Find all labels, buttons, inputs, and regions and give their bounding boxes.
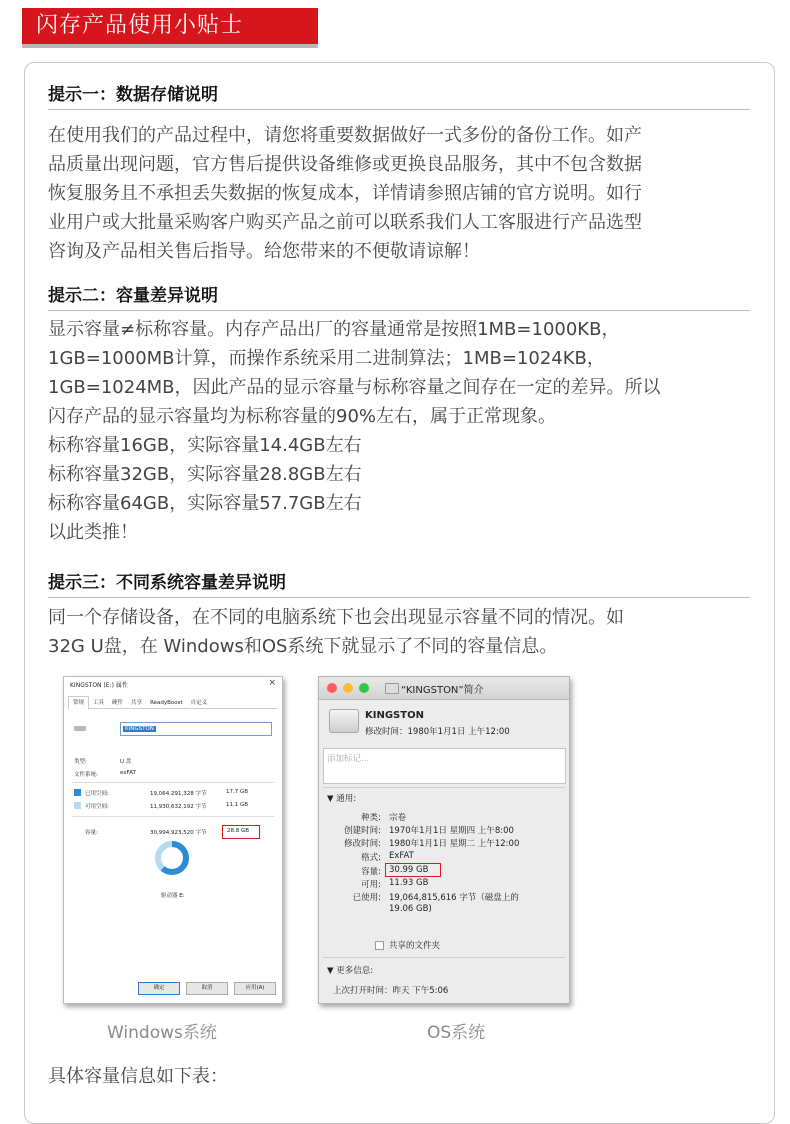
win-divider: [72, 816, 274, 817]
type-value: U 盘: [120, 759, 132, 765]
used-color-swatch: [74, 789, 81, 796]
zoom-window-icon[interactable]: [359, 683, 369, 693]
modified-date: 修改时间：1980年1月1日 上午12:00: [365, 727, 510, 737]
disk-icon: [329, 709, 359, 733]
info-label: 可用:: [361, 880, 381, 890]
windows-caption: Windows系统: [107, 1023, 217, 1043]
capacity-label: 容量:: [85, 830, 98, 836]
tip1-body: [48, 121, 758, 266]
close-window-icon[interactable]: [327, 683, 337, 693]
minimize-window-icon[interactable]: [343, 683, 353, 693]
tab-hardware[interactable]: 硬件: [112, 700, 124, 706]
free-label: 可用空间:: [85, 804, 109, 810]
win-divider: [72, 782, 274, 783]
shared-folder-label: 共享的文件夹: [389, 941, 441, 951]
info-value: 11.93 GB: [389, 878, 429, 888]
free-size: 11.1 GB: [226, 802, 249, 808]
tab-customize[interactable]: 自定义: [190, 700, 208, 706]
win-tab-bar: [68, 696, 278, 709]
info-label: 修改时间:: [344, 839, 381, 849]
tip1-line: 咨询及产品相关售后指导。给您带来的不便敬请谅解！: [48, 241, 480, 262]
info-value: 1980年1月1日 星期二 上午12:00: [389, 839, 520, 849]
tip2-line: 以此类推！: [48, 522, 138, 543]
tip2-divider: [48, 310, 750, 311]
info-label: 格式:: [361, 853, 381, 863]
used-size: 17.7 GB: [226, 789, 249, 795]
capacity-size: 28.8 GB: [227, 828, 250, 834]
tip2-line: 显示容量≠标称容量。内存产品出厂的容量通常是按照1MB=1000KB，: [48, 319, 620, 340]
tags-input[interactable]: [323, 748, 566, 784]
mac-dialog-title: “KINGSTON”简介: [401, 685, 484, 696]
used-label: 已用空间:: [85, 791, 109, 797]
tip1-line: 在使用我们的产品过程中，请您将重要数据做好一式多份的备份工作。如产: [48, 125, 642, 146]
tip3-line: 32G U盘，在 Windows和OS系统下就显示了不同的容量信息。: [48, 636, 558, 657]
tab-general[interactable]: 常规: [68, 696, 89, 710]
info-value: 宗卷: [389, 813, 407, 823]
tip2-title: 提示二：容量差异说明: [48, 286, 218, 306]
info-value: 19,064,815,616 字节（磁盘上的: [389, 893, 519, 903]
info-label: 创建时间:: [344, 826, 381, 836]
tip2-body: [48, 315, 758, 547]
drive-title-icon: [385, 683, 399, 694]
info-value-cont: 19.06 GB): [389, 904, 432, 914]
more-info-label: 更多信息:: [336, 966, 374, 976]
type-label: 类型:: [74, 759, 87, 765]
tip1-title: 提示一：数据存储说明: [48, 85, 218, 105]
win-dialog-title: KINGSTON (E:) 属性: [70, 682, 128, 689]
free-bytes: 11,930,632,192 字节: [150, 804, 207, 810]
mac-titlebar: [319, 677, 569, 700]
fs-label: 文件系统:: [74, 772, 98, 778]
general-section-toggle[interactable]: ▼ 通用:: [327, 794, 357, 804]
tip1-line: 恢复服务且不承担丢失数据的恢复成本，详情请参照店铺的官方说明。如行: [48, 183, 642, 204]
cancel-button[interactable]: 取消: [186, 982, 228, 995]
windows-properties-dialog: [63, 676, 283, 1004]
tab-sharing[interactable]: 共享: [131, 700, 143, 706]
tags-placeholder: 添加标记...: [327, 754, 370, 764]
tip3-title: 提示三：不同系统容量差异说明: [48, 573, 286, 593]
tab-tools[interactable]: 工具: [93, 700, 105, 706]
tip1-line: 品质量出现问题，官方售后提供设备维修或更换良品服务，其中不包含数据: [48, 154, 642, 175]
header-banner: [22, 8, 318, 44]
tip1-line: 业用户或大批量采购客户购买产品之前可以联系我们人工客服进行产品选型: [48, 212, 642, 233]
volume-name-value: KINGSTON: [125, 726, 154, 732]
ok-button[interactable]: 确定: [138, 982, 180, 995]
tip2-line: 标称容量32GB，实际容量28.8GB左右: [48, 464, 362, 485]
mac-divider: [323, 957, 565, 958]
tab-readyboost[interactable]: ReadyBoost: [150, 700, 183, 706]
os-caption: OS系统: [427, 1023, 486, 1043]
more-info-toggle[interactable]: ▼ 更多信息:: [327, 966, 374, 976]
mac-divider: [323, 787, 565, 788]
drive-letter-label: 驱动器 E:: [161, 893, 185, 899]
info-label: 已使用:: [352, 893, 381, 903]
info-label: 种类:: [361, 813, 381, 823]
usage-donut-chart: [154, 840, 190, 876]
footer-line: 具体容量信息如下表：: [48, 1066, 228, 1087]
info-value: 1970年1月1日 星期四 上午8:00: [389, 826, 514, 836]
tip3-line: 同一个存储设备，在不同的电脑系统下也会出现显示容量不同的情况。如: [48, 607, 624, 628]
tip2-line: 1GB=1000MB计算，而操作系统采用二进制算法；1MB=1024KB，: [48, 348, 605, 369]
volume-name-input[interactable]: [120, 722, 272, 736]
tip1-divider: [48, 109, 750, 110]
close-icon[interactable]: ×: [268, 678, 276, 688]
info-value: ExFAT: [389, 851, 414, 861]
tip2-line: 1GB=1024MB，因此产品的显示容量与标称容量之间存在一定的差异。所以: [48, 377, 661, 398]
info-label: 容量:: [361, 867, 381, 877]
fs-value: exFAT: [120, 770, 136, 776]
tip2-line: 闪存产品的显示容量均为标称容量的90%左右，属于正常现象。: [48, 406, 557, 427]
tip3-body: [48, 603, 758, 661]
used-bytes: 19,064,291,328 字节: [150, 791, 207, 797]
shared-folder-checkbox[interactable]: [375, 941, 384, 950]
tip3-divider: [48, 597, 750, 598]
drive-name: KINGSTON: [365, 710, 424, 721]
banner-title: 闪存产品使用小贴士: [36, 13, 244, 38]
capacity-bytes: 30,994,923,520 字节: [150, 830, 207, 836]
apply-button[interactable]: 应用(A): [234, 982, 276, 995]
info-value: 30.99 GB: [389, 865, 429, 875]
tip2-line: 标称容量64GB，实际容量57.7GB左右: [48, 493, 362, 514]
usb-drive-icon: [74, 726, 86, 731]
general-label: 通用:: [336, 794, 357, 804]
mac-info-dialog: [318, 676, 570, 1004]
footer-text: [48, 1062, 758, 1091]
last-opened: 上次打开时间：昨天 下午5:06: [333, 986, 449, 996]
tip2-line: 标称容量16GB，实际容量14.4GB左右: [48, 435, 362, 456]
free-color-swatch: [74, 802, 81, 809]
